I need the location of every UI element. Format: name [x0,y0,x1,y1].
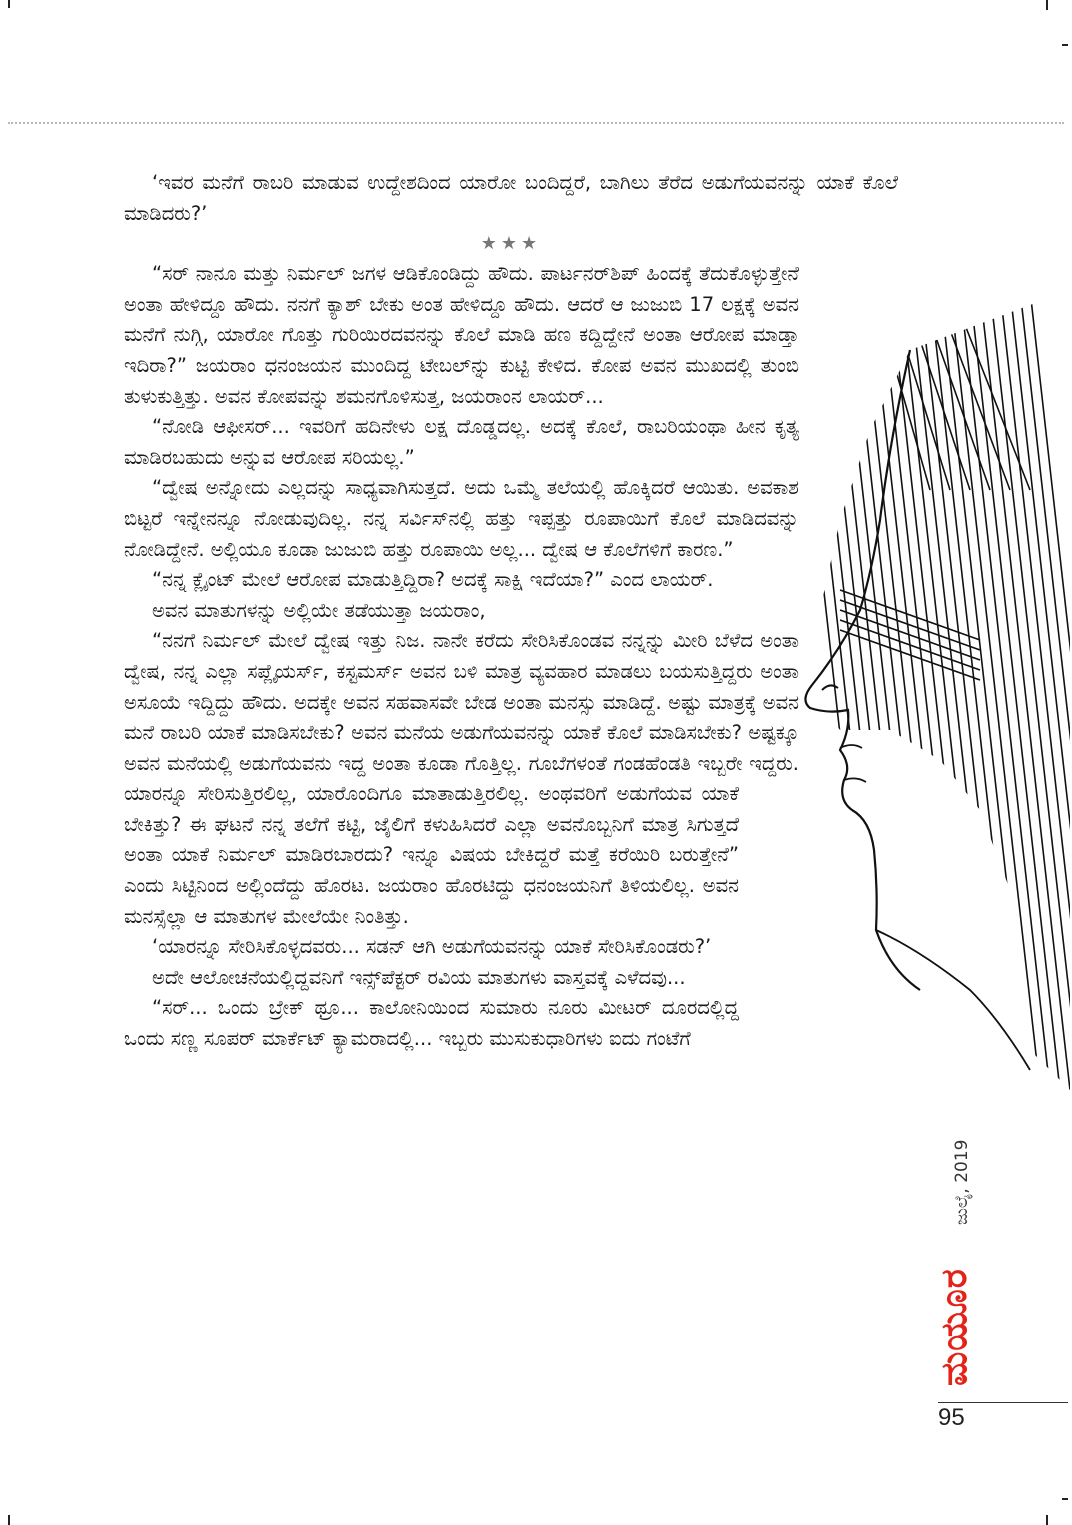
article-body [124,168,899,1208]
crop-mark-top-right [1046,0,1048,10]
issue-date [948,1115,978,1225]
crop-mark-right-tick [1062,44,1068,46]
magazine-logo-text: ಮಯೂರ [934,1268,975,1386]
crop-mark-top-left [8,0,10,8]
crop-mark-right-tick-bottom [1062,1498,1068,1500]
paragraph: ಅವನ ಮಾತುಗಳನ್ನು ಅಲ್ಲಿಯೇ ತಡೆಯುತ್ತಾ ಜಯರಾಂ, [152,598,486,622]
paragraph: “ಸರ್ ನಾನೂ ಮತ್ತು ನಿರ್ಮಲ್ ಜಗಳ ಆಡಿಕೊಂಡಿದ್ದು ಹೌದು. ಪಾರ್ಟನರ್‌ಶಿಪ್ ಹಿಂದಕ್ಕೆ ತೆದುಕೊಳ್ಳುತ್ತೇನೆ ಅಂತಾ ಹೇಳಿದ್ದೂ ಹೌದು. ನನಗೆ ಕ್ಯಾಶ್ ಬೇಕು ಅಂತ ಹೇಳಿದ್ದೂ ಹೌದು. ಆದರೆ ಆ ಜುಜುಬಿ 17 ಲಕ್ಷಕ್ಕೆ ಅವನ ಮನೆಗೆ ನುಗ್ಗಿ, ಯಾರೋ ಗೊತ್ತು ಗುರಿಯಿರದವನನ್ನು ಕೊಲೆ ಮಾಡಿ ಹಣ ಕದ್ದಿದ್ದೇನೆ ಅಂತಾ ಆರೋಪ ಮಾಡ್ತಾ ಇದಿರಾ?” ಜಯರಾಂ ಧನಂಜಯನ ಮುಂದಿದ್ದ ಟೇಬಲ್‌ನ್ನು ಕುಟ್ಟಿ ಕೇಳಿದ. ಕೋಪ ಅವನ ಮುಖದಲ್ಲಿ ತುಂಬಿ ತುಳುಕುತ್ತಿತ್ತು. ಅವನ ಕೋಪವನ್ನು ಶಮನಗೊಳಿಸುತ್ತ, ಜಯರಾಂನ ಲಾಯರ್... [124,262,799,408]
paragraph: ‘ಯಾರನ್ನೂ ಸೇರಿಸಿಕೊಳ್ಳದವರು... ಸಡನ್ ಆಗಿ ಅಡುಗೆಯವನನ್ನು ಯಾಕೆ ಸೇರಿಸಿಕೊಂಡರು?’ [152,935,712,959]
paragraph: “ನನಗೆ ನಿರ್ಮಲ್ ಮೇಲೆ ದ್ವೇಷ ಇತ್ತು ನಿಜ. ನಾನೇ ಕರೆದು ಸೇರಿಸಿಕೊಂಡವ ನನ್ನನ್ನು ಮೀರಿ ಬೆಳೆದ ಅಂತಾ ದ್ವೇಷ, ನನ್ನ ಎಲ್ಲಾ ಸಪ್ಲೈಯರ್ಸ್, ಕಸ್ಟಮರ್ಸ್ ಅವನ ಬಳಿ ಮಾತ್ರ ವ್ಯವಹಾರ ಮಾಡಲು ಬಯಸುತ್ತಿದ್ದರು ಅಂತಾ ಅಸೂಯೆ ಇದ್ದಿದ್ದು ಹೌದು. ಅದಕ್ಕೇ ಅವನ ಸಹವಾಸವೇ ಬೇಡ ಅಂತಾ ಮನಸ್ಸು ಮಾಡಿದ್ದೆ. ಅಷ್ಟು ಮಾತ್ರಕ್ಕೆ ಅವನ ಮನೆ ರಾಬರಿ ಯಾಕೆ ಮಾಡಿಸಬೇಕು? ಅವನ ಮನೆಯ ಅಡುಗೆಯವನನ್ನು ಯಾಕೆ ಕೊಲೆ ಮಾಡಿಸಬೇಕು? ಅಷ್ಟಕ್ಕೂ ಅವನ ಮನೆಯಲ್ಲಿ ಅಡುಗೆಯವನು ಇದ್ದ ಅಂತಾ ಕೂಡಾ ಗೊತ್ತಿಲ್ಲ. ಗೂಬೆಗಳಂತೆ ಗಂಡಹೆಂಡತಿ ಇಬ್ಬರೇ ಇದ್ದರು. ಯಾರನ್ನೂ ಸೇರಿಸುತ್ತಿರಲಿಲ್ಲ, ಯಾರೊಂದಿಗೂ ಮಾತಾಡುತ್ತಿರಲಿಲ್ಲ. ಅಂಥವರಿಗೆ ಅಡುಗೆಯವ ಯಾಕೆ ಬೇಕಿತ್ತು? ಈ ಘಟನೆ ನನ್ನ ತಲೆಗೆ ಕಟ್ಟಿ, ಜೈಲಿಗೆ ಕಳುಹಿಸಿದರೆ ಎಲ್ಲಾ ಅವನೊಬ್ಬನಿಗೆ ಮಾತ್ರ ಸಿಗುತ್ತದೆ ಅಂತಾ ಯಾಕೆ ನಿರ್ಮಲ್ ಮಾಡಿರಬಾರದು? ಇನ್ನೂ ವಿಷಯ ಬೇಕಿದ್ದರೆ ಮತ್ತೆ ಕರೆಯಿರಿ ಬರುತ್ತೇನೆ” ಎಂದು ಸಿಟ್ಟಿನಿಂದ ಅಲ್ಲಿಂದೆದ್ದು ಹೊರಟ. ಜಯರಾಂ ಹೊರಟಿದ್ದು ಧನಂಜಯನಿಗೆ ತಿಳಿಯಲಿಲ್ಲ. ಅವನ ಮನಸ್ಸೆಲ್ಲಾ ಆ ಮಾತುಗಳ ಮೇಲೆಯೇ ನಿಂತಿತ್ತು. [124,629,799,928]
paragraph: “ಸರ್... ಒಂದು ಬ್ರೇಕ್ ಥ್ರೂ... ಕಾಲೋನಿಯಿಂದ ಸುಮಾರು ನೂರು ಮೀಟರ್ ದೂರದಲ್ಲಿದ್ದ ಒಂದು ಸಣ್ಣ ಸೂಪರ್ ಮಾರ್ಕೆಟ್ ಕ್ಯಾಮರಾದಲ್ಲಿ... ಇಬ್ಬರು ಮುಸುಕುಧಾರಿಗಳು ಐದು ಗಂಟೆಗೆ [124,996,739,1051]
paragraph: “ದ್ವೇಷ ಅನ್ನೋದು ಎಲ್ಲದನ್ನು ಸಾಧ್ಯವಾಗಿಸುತ್ತದೆ. ಅದು ಒಮ್ಮೆ ತಲೆಯಲ್ಲಿ ಹೊಕ್ಕಿದರೆ ಆಯಿತು. ಅವಕಾಶ ಬಿಟ್ಟರೆ ಇನ್ನೇನನ್ನೂ ನೋಡುವುದಿಲ್ಲ. ನನ್ನ ಸರ್ವಿಸ್‌ನಲ್ಲಿ ಹತ್ತು ಇಪ್ಪತ್ತು ರೂಪಾಯಿಗೆ ಕೊಲೆ ಮಾಡಿದವನ್ನು ನೋಡಿದ್ದೇನೆ. ಅಲ್ಲಿಯೂ ಕೂಡಾ ಜುಜುಬಿ ಹತ್ತು ರೂಪಾಯಿ ಅಲ್ಲ... ದ್ವೇಷ ಆ ಕೊಲೆಗಳಿಗೆ ಕಾರಣ.” [124,476,799,561]
paragraph: ‘ಇವರ ಮನೆಗೆ ರಾಬರಿ ಮಾಡುವ ಉದ್ದೇಶದಿಂದ ಯಾರೋ ಬಂದಿದ್ದರೆ, ಬಾಗಿಲು ತೆರೆದ ಅಡುಗೆಯವನನ್ನು ಯಾಕೆ ಕೊಲೆ ಮಾಡಿದರು?’ [124,171,898,225]
crop-mark-bottom-right [1046,1515,1048,1525]
paragraph: “ನನ್ನ ಕ್ಲೈಂಟ್ ಮೇಲೆ ಆರೋಪ ಮಾಡುತ್ತಿದ್ದಿರಾ? ಅದಕ್ಕೆ ಸಾಕ್ಷಿ ಇದೆಯಾ?” ಎಂದ ಲಾಯರ್. [152,568,714,592]
paragraph: “ನೋಡಿ ಆಫೀಸರ್... ಇವರಿಗೆ ಹದಿನೇಳು ಲಕ್ಷ ದೊಡ್ಡದಲ್ಲ. ಅದಕ್ಕೆ ಕೊಲೆ, ರಾಬರಿಯಂಥಾ ಹೀನ ಕೃತ್ಯ ಮಾಡಿರಬಹುದು ಅನ್ನುವ ಆರೋಪ ಸರಿಯಲ್ಲ.” [124,415,799,469]
page-number: 95 [938,1404,965,1431]
crop-mark-bottom-left [8,1515,10,1525]
section-separator: ★★★ [480,233,542,255]
paragraph: ಅದೇ ಆಲೋಚನೆಯಲ್ಲಿದ್ದವನಿಗೆ ಇನ್ಸ್‌ಪೆಕ್ಟರ್ ರವಿಯ ಮಾತುಗಳು ವಾಸ್ತವಕ್ಕೆ ಎಳೆದವು... [152,965,686,989]
issue-date-label: ಜುಲೈ, 2019 [952,1139,972,1225]
magazine-brand [932,1236,980,1386]
header-dotted-rule [8,122,1064,124]
footer-rule [938,1402,1068,1403]
